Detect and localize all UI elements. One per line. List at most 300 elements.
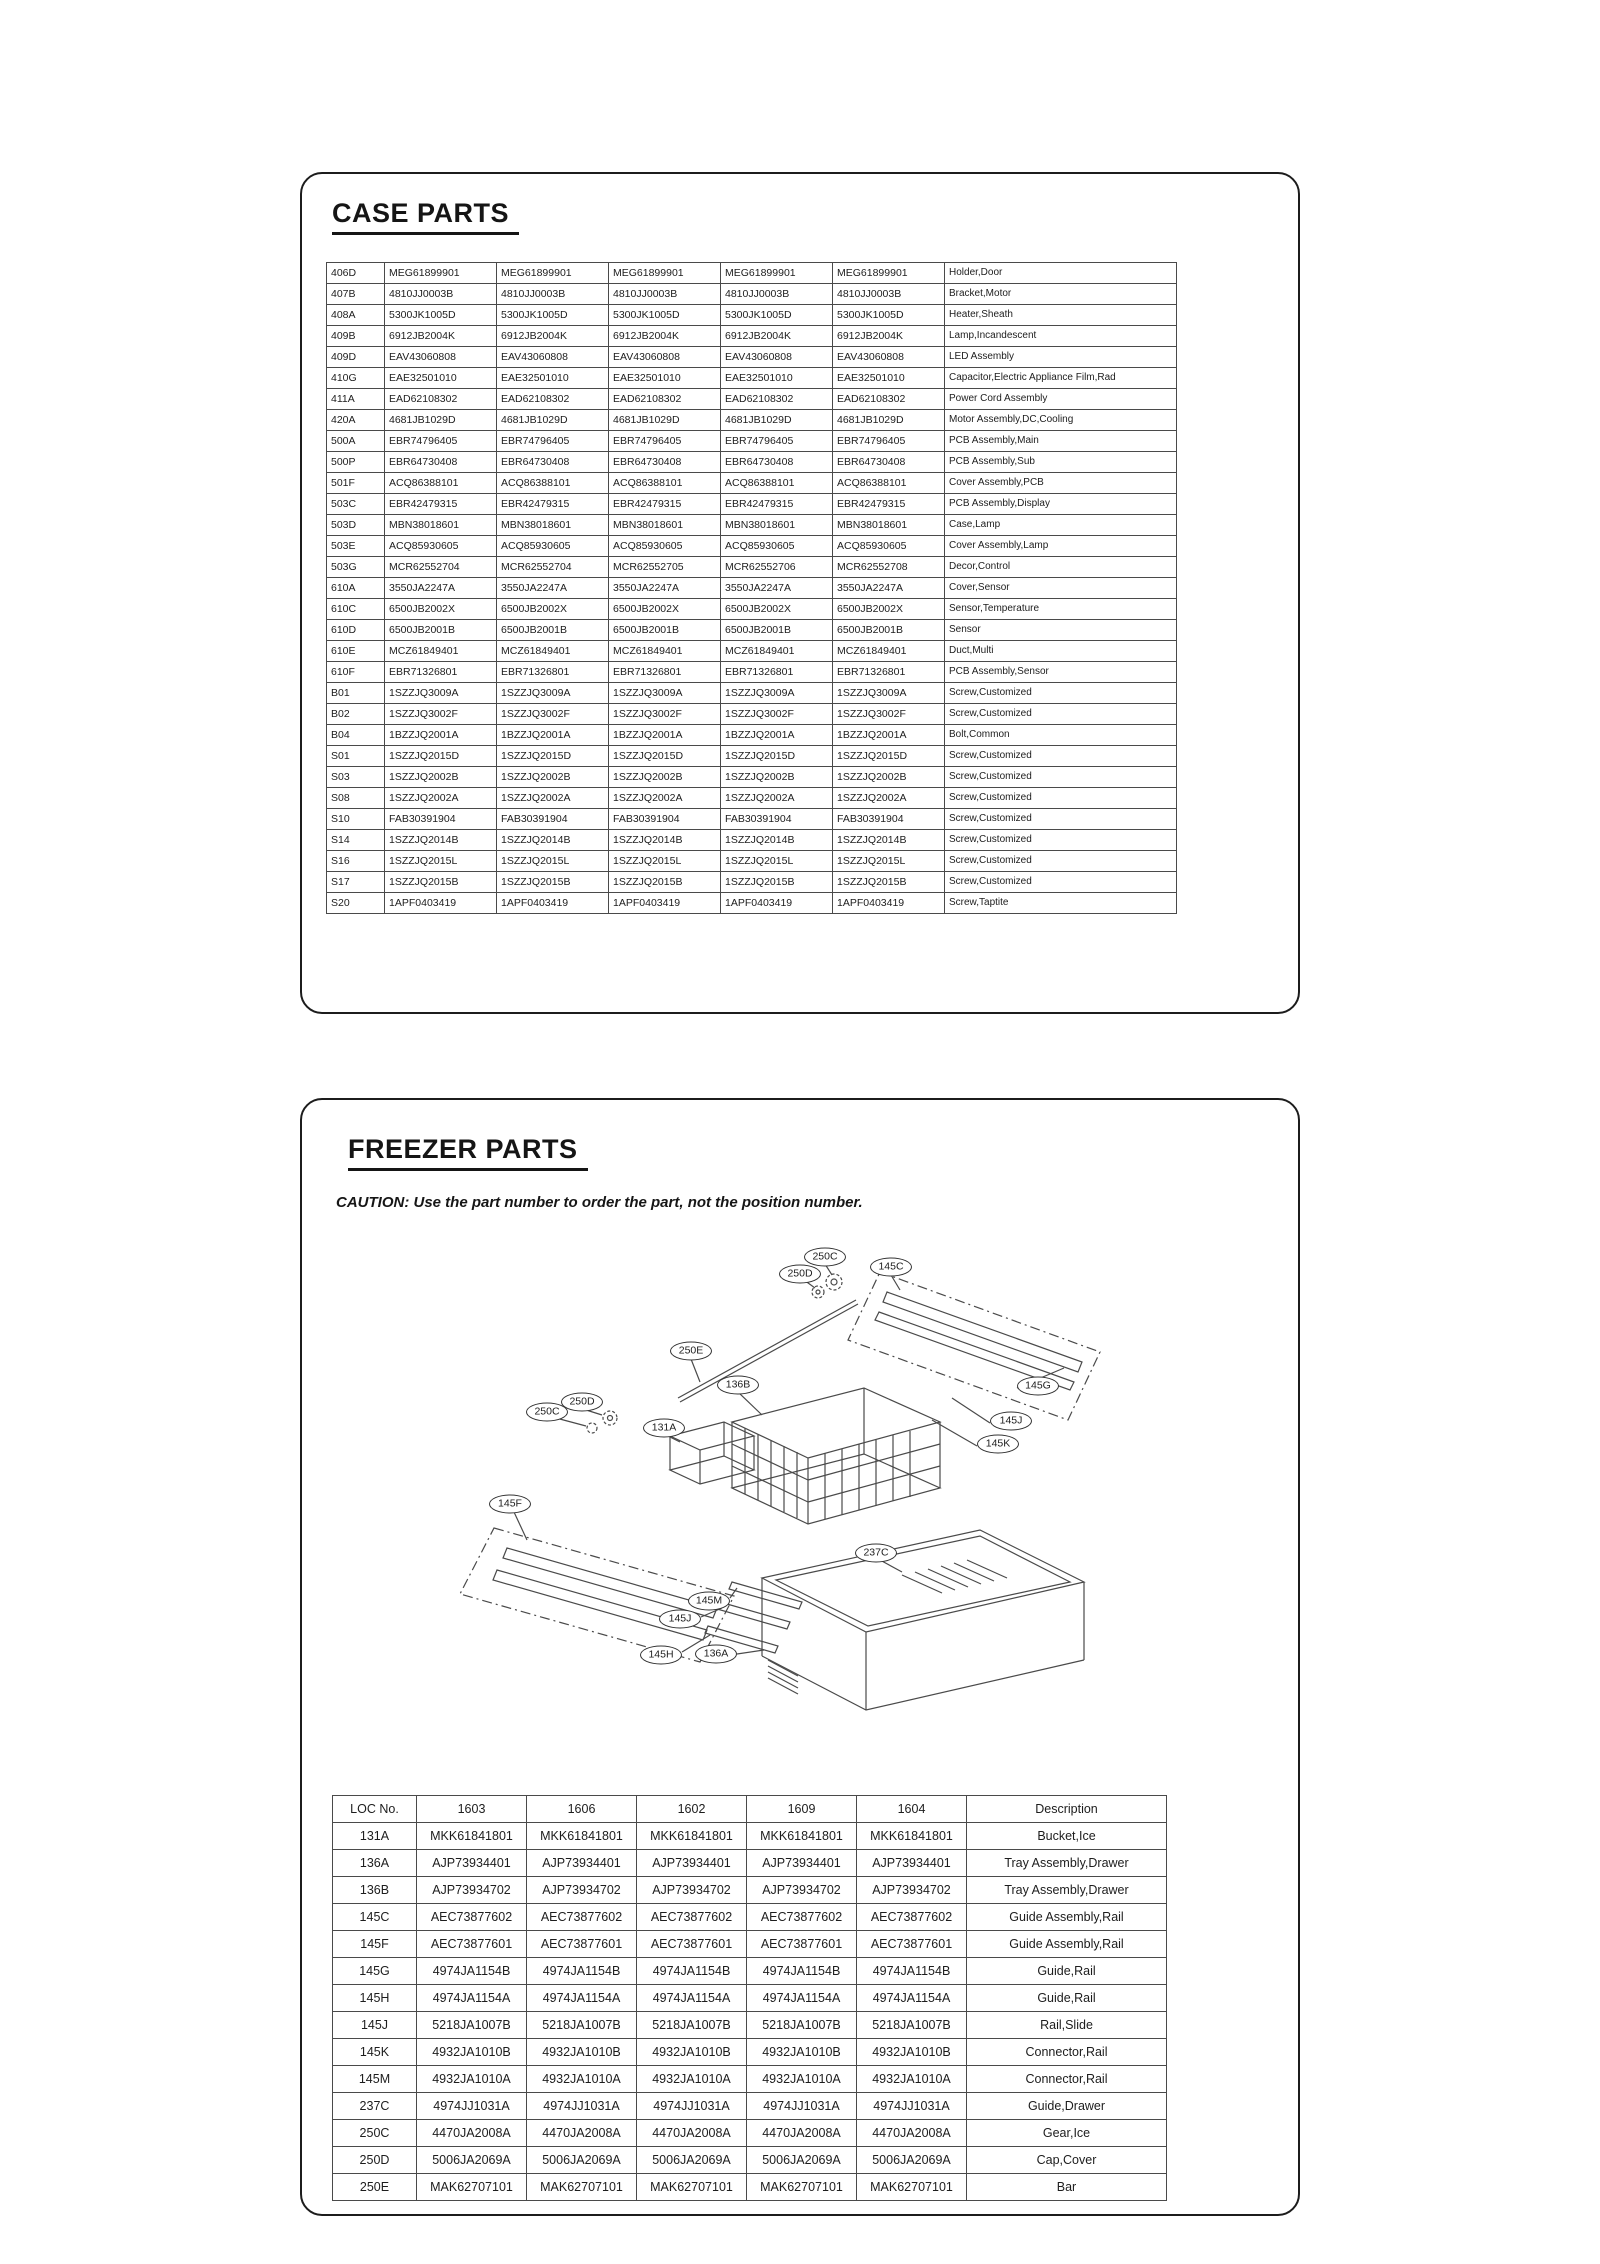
part-number-cell: 4810JJ0003B: [497, 284, 609, 305]
part-number-cell: 1SZZJQ2015D: [385, 746, 497, 767]
description-cell: Sensor: [945, 620, 1177, 641]
part-number-cell: 1SZZJQ2002A: [833, 788, 945, 809]
description-cell: Cap,Cover: [967, 2147, 1167, 2174]
part-number-cell: 1SZZJQ2015D: [721, 746, 833, 767]
description-cell: Guide,Rail: [967, 1985, 1167, 2012]
part-number-cell: 1SZZJQ3002F: [609, 704, 721, 725]
part-number-cell: MEG61899901: [497, 263, 609, 284]
part-number-cell: 1SZZJQ2015L: [721, 851, 833, 872]
part-number-cell: 3550JA2247A: [833, 578, 945, 599]
description-cell: Sensor,Temperature: [945, 599, 1177, 620]
description-cell: Bucket,Ice: [967, 1823, 1167, 1850]
loc-cell: 250D: [333, 2147, 417, 2174]
part-number-cell: 1SZZJQ2002A: [385, 788, 497, 809]
part-number-cell: 6500JB2002X: [833, 599, 945, 620]
part-number-cell: MKK61841801: [857, 1823, 967, 1850]
part-number-cell: 1SZZJQ3002F: [833, 704, 945, 725]
loc-cell: 136A: [333, 1850, 417, 1877]
part-number-cell: 1SZZJQ2014B: [833, 830, 945, 851]
freezer-parts-panel: [300, 1098, 1300, 2216]
caution-text: CAUTION: Use the part number to order the part, not the position number.: [336, 1194, 863, 1211]
case-parts-title: CASE PARTS: [332, 198, 519, 235]
part-number-cell: 1SZZJQ2014B: [497, 830, 609, 851]
loc-cell: 136B: [333, 1877, 417, 1904]
part-number-cell: AEC73877602: [747, 1904, 857, 1931]
part-number-cell: ACQ86388101: [385, 473, 497, 494]
loc-cell: S14: [327, 830, 385, 851]
part-number-cell: AEC73877602: [417, 1904, 527, 1931]
table-row: [327, 788, 1177, 809]
part-number-cell: MCZ61849401: [497, 641, 609, 662]
part-number-cell: 1BZZJQ2001A: [609, 725, 721, 746]
part-number-cell: 4974JA1154A: [527, 1985, 637, 2012]
part-number-cell: 4974JA1154A: [637, 1985, 747, 2012]
part-number-cell: 1SZZJQ2015L: [833, 851, 945, 872]
part-number-cell: 3550JA2247A: [385, 578, 497, 599]
part-number-cell: 5300JK1005D: [609, 305, 721, 326]
part-number-cell: EAV43060808: [609, 347, 721, 368]
part-number-cell: AEC73877602: [637, 1904, 747, 1931]
part-number-cell: 1SZZJQ2002B: [497, 767, 609, 788]
description-cell: Screw,Customized: [945, 809, 1177, 830]
loc-cell: 610D: [327, 620, 385, 641]
table-row: [333, 1958, 1167, 1985]
description-cell: LED Assembly: [945, 347, 1177, 368]
loc-cell: 237C: [333, 2093, 417, 2120]
part-number-cell: 4932JA1010B: [857, 2039, 967, 2066]
table-row: [327, 347, 1177, 368]
loc-cell: 145F: [333, 1931, 417, 1958]
part-number-cell: 1SZZJQ3009A: [721, 683, 833, 704]
loc-cell: S20: [327, 893, 385, 914]
part-number-cell: EAD62108302: [721, 389, 833, 410]
part-number-cell: EAE32501010: [609, 368, 721, 389]
part-number-cell: FAB30391904: [721, 809, 833, 830]
part-number-cell: EAE32501010: [721, 368, 833, 389]
part-number-cell: 6500JB2002X: [609, 599, 721, 620]
part-number-cell: MCZ61849401: [609, 641, 721, 662]
diagram-callout-250d-5: 250D: [561, 1393, 603, 1412]
part-number-cell: EBR71326801: [833, 662, 945, 683]
part-number-cell: MAK62707101: [857, 2174, 967, 2201]
part-number-cell: 1SZZJQ2015B: [497, 872, 609, 893]
loc-cell: 503D: [327, 515, 385, 536]
description-cell: Bolt,Common: [945, 725, 1177, 746]
part-number-cell: 4974JA1154B: [417, 1958, 527, 1985]
table-row: [327, 599, 1177, 620]
loc-cell: 610F: [327, 662, 385, 683]
part-number-cell: EAD62108302: [609, 389, 721, 410]
part-number-cell: 3550JA2247A: [721, 578, 833, 599]
table-row: [327, 431, 1177, 452]
description-cell: Screw,Customized: [945, 830, 1177, 851]
part-number-cell: MBN38018601: [609, 515, 721, 536]
part-number-cell: EAD62108302: [385, 389, 497, 410]
loc-cell: 409B: [327, 326, 385, 347]
part-number-cell: EBR42479315: [833, 494, 945, 515]
part-number-cell: MKK61841801: [417, 1823, 527, 1850]
part-number-cell: 5218JA1007B: [857, 2012, 967, 2039]
table-row: [333, 1904, 1167, 1931]
table-row: [327, 557, 1177, 578]
part-number-cell: 4810JJ0003B: [385, 284, 497, 305]
part-number-cell: 4932JA1010A: [747, 2066, 857, 2093]
loc-cell: 411A: [327, 389, 385, 410]
part-number-cell: AEC73877601: [857, 1931, 967, 1958]
part-number-cell: MCR62552706: [721, 557, 833, 578]
table-row: [327, 515, 1177, 536]
table-row: [327, 851, 1177, 872]
diagram-callout-131a-7: 131A: [643, 1419, 685, 1438]
table-row: [327, 389, 1177, 410]
part-number-cell: MKK61841801: [527, 1823, 637, 1850]
part-number-cell: 6500JB2002X: [385, 599, 497, 620]
description-cell: Motor Assembly,DC,Cooling: [945, 410, 1177, 431]
description-cell: Guide Assembly,Rail: [967, 1904, 1167, 1931]
table-row: [327, 725, 1177, 746]
part-number-cell: EBR74796405: [721, 431, 833, 452]
part-number-cell: MEG61899901: [609, 263, 721, 284]
part-number-cell: ACQ85930605: [609, 536, 721, 557]
part-number-cell: 1SZZJQ2015L: [609, 851, 721, 872]
table-row: [327, 305, 1177, 326]
part-number-cell: MAK62707101: [747, 2174, 857, 2201]
diagram-callout-136a-16: 136A: [695, 1645, 737, 1664]
description-cell: Case,Lamp: [945, 515, 1177, 536]
table-row: [327, 809, 1177, 830]
diagram-callout-145m-13: 145M: [688, 1592, 730, 1611]
part-number-cell: EBR64730408: [833, 452, 945, 473]
part-number-cell: 6500JB2001B: [833, 620, 945, 641]
part-number-cell: 1BZZJQ2001A: [833, 725, 945, 746]
part-number-cell: 6912JB2004K: [497, 326, 609, 347]
description-cell: Duct,Multi: [945, 641, 1177, 662]
case-parts-table: [326, 262, 1177, 914]
part-number-cell: MAK62707101: [527, 2174, 637, 2201]
part-number-cell: 1SZZJQ3009A: [609, 683, 721, 704]
part-number-cell: 6912JB2004K: [833, 326, 945, 347]
description-cell: Screw,Customized: [945, 788, 1177, 809]
loc-cell: 145H: [333, 1985, 417, 2012]
loc-cell: 409D: [327, 347, 385, 368]
part-number-cell: 4470JA2008A: [747, 2120, 857, 2147]
part-number-cell: 5300JK1005D: [385, 305, 497, 326]
part-number-cell: 1SZZJQ2014B: [609, 830, 721, 851]
part-number-cell: ACQ85930605: [721, 536, 833, 557]
part-number-cell: 1SZZJQ2002A: [721, 788, 833, 809]
part-number-cell: 6912JB2004K: [385, 326, 497, 347]
description-cell: Bar: [967, 2174, 1167, 2201]
part-number-cell: EAV43060808: [385, 347, 497, 368]
part-number-cell: EBR42479315: [497, 494, 609, 515]
part-number-cell: AJP73934401: [857, 1850, 967, 1877]
part-number-cell: MEG61899901: [385, 263, 497, 284]
part-number-cell: 4974JJ1031A: [527, 2093, 637, 2120]
part-number-cell: 4932JA1010B: [527, 2039, 637, 2066]
loc-cell: 408A: [327, 305, 385, 326]
description-cell: Screw,Customized: [945, 704, 1177, 725]
exploded-view-drawing: [432, 1230, 1132, 1740]
part-number-cell: 4974JA1154B: [747, 1958, 857, 1985]
table-row: [327, 263, 1177, 284]
loc-cell: 410G: [327, 368, 385, 389]
table-row: [327, 494, 1177, 515]
part-number-cell: 5218JA1007B: [747, 2012, 857, 2039]
part-number-cell: 1SZZJQ2014B: [721, 830, 833, 851]
part-number-cell: AEC73877601: [527, 1931, 637, 1958]
part-number-cell: EBR42479315: [385, 494, 497, 515]
diagram-callout-145f-11: 145F: [489, 1495, 531, 1514]
part-number-cell: 1BZZJQ2001A: [721, 725, 833, 746]
description-cell: Tray Assembly,Drawer: [967, 1877, 1167, 1904]
loc-cell: 503G: [327, 557, 385, 578]
case-parts-panel: [300, 172, 1300, 1014]
part-number-cell: 5006JA2069A: [417, 2147, 527, 2174]
part-number-cell: 1SZZJQ2015D: [609, 746, 721, 767]
table-header-row: [333, 1796, 1167, 1823]
part-number-cell: 1SZZJQ2015L: [385, 851, 497, 872]
part-number-cell: 1APF0403419: [497, 893, 609, 914]
part-number-cell: 5218JA1007B: [527, 2012, 637, 2039]
part-number-cell: 5006JA2069A: [747, 2147, 857, 2174]
part-number-cell: 6912JB2004K: [721, 326, 833, 347]
loc-cell: 610A: [327, 578, 385, 599]
part-number-cell: 4681JB1029D: [609, 410, 721, 431]
part-number-cell: 5006JA2069A: [527, 2147, 637, 2174]
table-row: [333, 1877, 1167, 1904]
description-cell: Connector,Rail: [967, 2066, 1167, 2093]
part-number-cell: 6500JB2002X: [721, 599, 833, 620]
part-number-cell: EAE32501010: [385, 368, 497, 389]
part-number-cell: 5218JA1007B: [637, 2012, 747, 2039]
loc-cell: S03: [327, 767, 385, 788]
part-number-cell: 4932JA1010A: [417, 2066, 527, 2093]
diagram-callout-136b-4: 136B: [717, 1376, 759, 1395]
part-number-cell: 1BZZJQ2001A: [385, 725, 497, 746]
description-cell: Guide,Drawer: [967, 2093, 1167, 2120]
part-number-cell: MAK62707101: [417, 2174, 527, 2201]
part-number-cell: 4974JA1154B: [637, 1958, 747, 1985]
table-row: [327, 368, 1177, 389]
part-number-cell: 4974JA1154B: [527, 1958, 637, 1985]
part-number-cell: 1SZZJQ3002F: [497, 704, 609, 725]
part-number-cell: MCZ61849401: [385, 641, 497, 662]
loc-cell: 145G: [333, 1958, 417, 1985]
description-cell: Bracket,Motor: [945, 284, 1177, 305]
part-number-cell: FAB30391904: [609, 809, 721, 830]
part-number-cell: ACQ85930605: [833, 536, 945, 557]
loc-cell: 250C: [333, 2120, 417, 2147]
freezer-exploded-diagram: [432, 1230, 1132, 1740]
table-row: [327, 683, 1177, 704]
part-number-cell: 5300JK1005D: [721, 305, 833, 326]
part-number-cell: EBR71326801: [721, 662, 833, 683]
table-row: [327, 746, 1177, 767]
part-number-cell: 1SZZJQ3009A: [833, 683, 945, 704]
part-number-cell: FAB30391904: [385, 809, 497, 830]
part-number-cell: MBN38018601: [497, 515, 609, 536]
table-row: [327, 767, 1177, 788]
part-number-cell: 6500JB2002X: [497, 599, 609, 620]
part-number-cell: EBR64730408: [385, 452, 497, 473]
part-number-cell: 4681JB1029D: [833, 410, 945, 431]
freezer-parts-table: [332, 1795, 1167, 2201]
part-number-cell: 1SZZJQ2015B: [833, 872, 945, 893]
loc-cell: 145C: [333, 1904, 417, 1931]
part-number-cell: EAE32501010: [497, 368, 609, 389]
part-number-cell: AJP73934401: [417, 1850, 527, 1877]
loc-cell: 503C: [327, 494, 385, 515]
loc-cell: 406D: [327, 263, 385, 284]
part-number-cell: AJP73934702: [637, 1877, 747, 1904]
part-number-cell: 5300JK1005D: [497, 305, 609, 326]
part-number-cell: 1SZZJQ2015L: [497, 851, 609, 872]
part-number-cell: EBR42479315: [721, 494, 833, 515]
part-number-cell: 5218JA1007B: [417, 2012, 527, 2039]
description-cell: Lamp,Incandescent: [945, 326, 1177, 347]
diagram-callout-145g-8: 145G: [1017, 1377, 1059, 1396]
table-row: [333, 1823, 1167, 1850]
part-number-cell: 1APF0403419: [385, 893, 497, 914]
part-number-cell: 4974JA1154A: [417, 1985, 527, 2012]
loc-cell: 420A: [327, 410, 385, 431]
part-number-cell: 5006JA2069A: [857, 2147, 967, 2174]
part-number-cell: 4681JB1029D: [385, 410, 497, 431]
loc-cell: 500P: [327, 452, 385, 473]
part-number-cell: MKK61841801: [637, 1823, 747, 1850]
description-cell: PCB Assembly,Main: [945, 431, 1177, 452]
table-row: [327, 704, 1177, 725]
table-row: [327, 893, 1177, 914]
part-number-cell: EBR74796405: [609, 431, 721, 452]
table-row: [327, 641, 1177, 662]
part-number-cell: 4932JA1010A: [857, 2066, 967, 2093]
description-cell: Holder,Door: [945, 263, 1177, 284]
loc-cell: 145J: [333, 2012, 417, 2039]
part-number-cell: ACQ85930605: [497, 536, 609, 557]
column-header: 1603: [417, 1796, 527, 1823]
diagram-callout-250c-0: 250C: [804, 1248, 846, 1267]
part-number-cell: ACQ86388101: [609, 473, 721, 494]
part-number-cell: 1APF0403419: [833, 893, 945, 914]
part-number-cell: MCZ61849401: [721, 641, 833, 662]
loc-cell: S08: [327, 788, 385, 809]
part-number-cell: EBR64730408: [609, 452, 721, 473]
description-cell: Rail,Slide: [967, 2012, 1167, 2039]
part-number-cell: AEC73877602: [527, 1904, 637, 1931]
diagram-callout-237c-12: 237C: [855, 1544, 897, 1563]
description-cell: PCB Assembly,Display: [945, 494, 1177, 515]
description-cell: Screw,Customized: [945, 683, 1177, 704]
part-number-cell: 1SZZJQ2002A: [609, 788, 721, 809]
part-number-cell: MCR62552704: [385, 557, 497, 578]
part-number-cell: 1SZZJQ2002A: [497, 788, 609, 809]
loc-cell: B04: [327, 725, 385, 746]
part-number-cell: EAV43060808: [833, 347, 945, 368]
table-row: [333, 2039, 1167, 2066]
description-cell: Guide,Rail: [967, 1958, 1167, 1985]
description-cell: Cover Assembly,Lamp: [945, 536, 1177, 557]
table-row: [327, 326, 1177, 347]
part-number-cell: EBR71326801: [609, 662, 721, 683]
part-number-cell: 6500JB2001B: [497, 620, 609, 641]
table-row: [327, 284, 1177, 305]
loc-cell: 610E: [327, 641, 385, 662]
description-cell: Screw,Customized: [945, 746, 1177, 767]
part-number-cell: AEC73877602: [857, 1904, 967, 1931]
part-number-cell: 4810JJ0003B: [721, 284, 833, 305]
column-header: 1604: [857, 1796, 967, 1823]
table-row: [327, 620, 1177, 641]
part-number-cell: 1SZZJQ2002B: [385, 767, 497, 788]
part-number-cell: 4470JA2008A: [637, 2120, 747, 2147]
diagram-callout-145j-9: 145J: [990, 1412, 1032, 1431]
table-row: [333, 1985, 1167, 2012]
part-number-cell: MBN38018601: [385, 515, 497, 536]
part-number-cell: 4974JJ1031A: [417, 2093, 527, 2120]
part-number-cell: EBR64730408: [721, 452, 833, 473]
diagram-callout-145k-10: 145K: [977, 1435, 1019, 1454]
part-number-cell: ACQ85930605: [385, 536, 497, 557]
part-number-cell: ACQ86388101: [497, 473, 609, 494]
freezer-parts-title: FREEZER PARTS: [348, 1134, 588, 1171]
part-number-cell: 4932JA1010A: [637, 2066, 747, 2093]
table-row: [327, 830, 1177, 851]
part-number-cell: 1APF0403419: [721, 893, 833, 914]
table-row: [333, 2120, 1167, 2147]
description-cell: Decor,Control: [945, 557, 1177, 578]
part-number-cell: 1SZZJQ2002B: [833, 767, 945, 788]
description-cell: Cover,Sensor: [945, 578, 1177, 599]
part-number-cell: EBR74796405: [385, 431, 497, 452]
part-number-cell: 4974JA1154B: [857, 1958, 967, 1985]
part-number-cell: 4932JA1010B: [637, 2039, 747, 2066]
part-number-cell: 1SZZJQ3002F: [721, 704, 833, 725]
part-number-cell: AEC73877601: [637, 1931, 747, 1958]
part-number-cell: AJP73934702: [857, 1877, 967, 1904]
loc-cell: 145M: [333, 2066, 417, 2093]
loc-cell: S10: [327, 809, 385, 830]
part-number-cell: 4974JJ1031A: [637, 2093, 747, 2120]
part-number-cell: AJP73934401: [637, 1850, 747, 1877]
part-number-cell: 4810JJ0003B: [833, 284, 945, 305]
part-number-cell: EAE32501010: [833, 368, 945, 389]
part-number-cell: 4470JA2008A: [417, 2120, 527, 2147]
loc-cell: 610C: [327, 599, 385, 620]
part-number-cell: EAD62108302: [497, 389, 609, 410]
part-number-cell: AJP73934702: [527, 1877, 637, 1904]
table-row: [333, 1850, 1167, 1877]
part-number-cell: AEC73877601: [747, 1931, 857, 1958]
part-number-cell: AJP73934702: [747, 1877, 857, 1904]
part-number-cell: EAD62108302: [833, 389, 945, 410]
part-number-cell: 6500JB2001B: [385, 620, 497, 641]
part-number-cell: EBR74796405: [497, 431, 609, 452]
loc-cell: B01: [327, 683, 385, 704]
loc-cell: 500A: [327, 431, 385, 452]
column-header: 1602: [637, 1796, 747, 1823]
part-number-cell: EBR64730408: [497, 452, 609, 473]
part-number-cell: AJP73934702: [417, 1877, 527, 1904]
table-row: [327, 536, 1177, 557]
loc-cell: 407B: [327, 284, 385, 305]
loc-cell: B02: [327, 704, 385, 725]
part-number-cell: EAV43060808: [721, 347, 833, 368]
part-number-cell: 3550JA2247A: [609, 578, 721, 599]
loc-cell: 501F: [327, 473, 385, 494]
description-cell: Gear,Ice: [967, 2120, 1167, 2147]
loc-cell: S17: [327, 872, 385, 893]
